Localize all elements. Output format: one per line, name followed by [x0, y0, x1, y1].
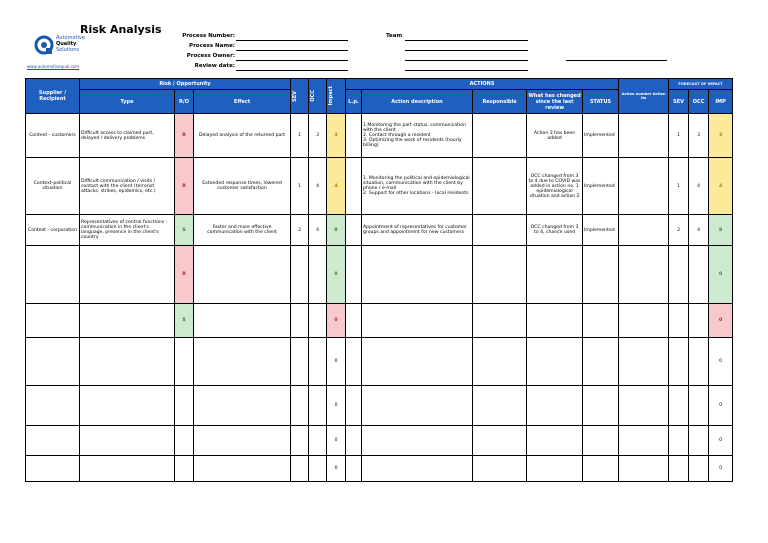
action-number-cell[interactable] — [619, 338, 669, 386]
forecast-occ-cell[interactable] — [689, 456, 709, 482]
effect-cell[interactable]: Faster and more effective communication with the client — [194, 215, 291, 246]
status-cell[interactable] — [583, 338, 619, 386]
forecast-imp-cell[interactable]: 0 — [709, 338, 733, 386]
ro-cell[interactable]: S — [175, 304, 194, 338]
forecast-imp-cell[interactable]: 0 — [709, 426, 733, 456]
forecast-sev-cell[interactable] — [669, 386, 689, 426]
forecast-occ-cell[interactable]: 4 — [689, 158, 709, 215]
status-cell[interactable] — [583, 304, 619, 338]
changed-cell[interactable]: OCC changed from 3 to 4, chance used — [527, 215, 583, 246]
forecast-sev-cell[interactable] — [669, 246, 689, 304]
sev-cell[interactable]: 1 — [291, 114, 309, 158]
impact-cell[interactable]: 0 — [327, 304, 346, 338]
header-action-number: Action number Action No — [619, 79, 669, 114]
header-action-description: Action description — [362, 90, 473, 114]
type-cell[interactable] — [80, 246, 175, 304]
header-forecast-sev: SEV — [669, 90, 689, 114]
header-ro: R/O — [175, 90, 194, 114]
process-name-label: Process Name: — [189, 43, 235, 49]
sev-cell[interactable]: 2 — [291, 215, 309, 246]
review-date-label: Review date: — [194, 63, 235, 69]
impact-cell[interactable]: 0 — [327, 456, 346, 482]
team-field-5[interactable] — [566, 60, 667, 61]
table-row — [26, 386, 733, 426]
status-cell[interactable] — [583, 426, 619, 456]
action-number-cell[interactable] — [619, 386, 669, 426]
header-sev: SEV — [291, 79, 309, 114]
action-number-cell[interactable] — [619, 304, 669, 338]
supplier-cell[interactable]: Context - corporation — [26, 215, 80, 246]
occ-cell[interactable] — [309, 426, 327, 456]
sev-cell[interactable] — [291, 246, 309, 304]
forecast-imp-cell[interactable]: 0 — [709, 456, 733, 482]
table-row — [26, 246, 733, 304]
forecast-sev-cell[interactable] — [669, 456, 689, 482]
supplier-cell[interactable]: Context-political situation — [26, 158, 80, 215]
responsible-cell[interactable] — [473, 114, 527, 158]
lp-cell[interactable] — [346, 304, 362, 338]
supplier-cell[interactable] — [26, 426, 80, 456]
changed-cell[interactable] — [527, 338, 583, 386]
effect-cell[interactable] — [194, 386, 291, 426]
occ-cell[interactable] — [309, 386, 327, 426]
action-number-cell[interactable] — [619, 246, 669, 304]
process-owner-label: Process Owner: — [186, 53, 235, 59]
ro-cell[interactable] — [175, 426, 194, 456]
type-cell[interactable]: Representatives of central functions - communication in the client's language, presence in the client's country — [80, 215, 175, 246]
status-cell[interactable]: Implemented — [583, 114, 619, 158]
ro-cell[interactable]: R — [175, 158, 194, 215]
forecast-occ-cell[interactable] — [689, 246, 709, 304]
header-status: STATUS — [583, 90, 619, 114]
lp-cell[interactable] — [346, 456, 362, 482]
header-impact: Impact — [327, 79, 346, 114]
logo-link[interactable]: www.automotivequal.com — [27, 64, 80, 69]
forecast-imp-cell[interactable]: 4 — [709, 158, 733, 215]
sev-cell[interactable] — [291, 426, 309, 456]
forecast-occ-cell[interactable] — [689, 426, 709, 456]
status-cell[interactable] — [583, 456, 619, 482]
ro-cell[interactable]: S — [175, 215, 194, 246]
action-cell[interactable] — [362, 426, 473, 456]
header-lp: L.p. — [346, 90, 362, 114]
occ-cell[interactable] — [309, 304, 327, 338]
header-responsible: Responsible — [473, 90, 527, 114]
header-type: Type — [80, 90, 175, 114]
header-forecast: FORECAST OF IMPACT — [669, 79, 733, 90]
sev-cell[interactable] — [291, 386, 309, 426]
header-effect: Effect — [194, 90, 291, 114]
action-number-cell[interactable] — [619, 158, 669, 215]
responsible-cell[interactable] — [473, 386, 527, 426]
type-cell[interactable] — [80, 386, 175, 426]
action-cell[interactable] — [362, 456, 473, 482]
header-occ: OCC — [309, 79, 327, 114]
occ-cell[interactable] — [309, 338, 327, 386]
action-cell[interactable]: Appointment of representatives for customer groups and appointment for new customers — [362, 215, 473, 246]
type-cell[interactable] — [80, 304, 175, 338]
action-cell[interactable] — [362, 304, 473, 338]
lp-cell[interactable] — [346, 386, 362, 426]
table-row — [26, 456, 733, 482]
action-number-cell[interactable] — [619, 114, 669, 158]
changed-cell[interactable]: OCC changed from 3 to 4 due to COVID was added in action no. 1 epidemiological situation and action 2 — [527, 158, 583, 215]
forecast-sev-cell[interactable]: 1 — [669, 114, 689, 158]
responsible-cell[interactable] — [473, 215, 527, 246]
action-number-cell[interactable] — [619, 215, 669, 246]
table-row — [26, 304, 733, 338]
occ-cell[interactable] — [309, 456, 327, 482]
sev-cell[interactable] — [291, 338, 309, 386]
forecast-imp-cell[interactable]: 3 — [709, 114, 733, 158]
header-supplier: Supplier / Recipient — [26, 79, 80, 114]
team-field-4[interactable] — [405, 70, 528, 71]
forecast-occ-cell[interactable] — [689, 386, 709, 426]
header-actions: ACTIONS — [346, 79, 619, 90]
sev-cell[interactable] — [291, 456, 309, 482]
action-cell[interactable] — [362, 338, 473, 386]
ro-cell[interactable] — [175, 386, 194, 426]
forecast-occ-cell[interactable] — [689, 338, 709, 386]
occ-cell[interactable]: 4 — [309, 215, 327, 246]
supplier-cell[interactable] — [26, 246, 80, 304]
effect-cell[interactable] — [194, 338, 291, 386]
logo-mark-icon — [34, 35, 54, 57]
header-forecast-occ: OCC — [689, 90, 709, 114]
supplier-cell[interactable] — [26, 456, 80, 482]
impact-cell[interactable]: 4 — [327, 158, 346, 215]
changed-cell[interactable] — [527, 426, 583, 456]
lp-cell[interactable] — [346, 338, 362, 386]
status-cell[interactable]: Implemented — [583, 215, 619, 246]
lp-cell[interactable] — [346, 158, 362, 215]
effect-cell[interactable] — [194, 456, 291, 482]
effect-cell[interactable] — [194, 426, 291, 456]
lp-cell[interactable] — [346, 426, 362, 456]
process-name-field[interactable] — [236, 50, 348, 51]
action-number-cell[interactable] — [619, 456, 669, 482]
supplier-cell[interactable] — [26, 338, 80, 386]
changed-cell[interactable] — [527, 304, 583, 338]
supplier-cell[interactable]: Context - customers — [26, 114, 80, 158]
process-number-label: Process Number: — [182, 33, 235, 39]
team-field-3[interactable] — [405, 60, 528, 61]
changed-cell[interactable]: Action 3 has been added — [527, 114, 583, 158]
responsible-cell[interactable] — [473, 158, 527, 215]
forecast-occ-cell[interactable]: 4 — [689, 215, 709, 246]
changed-cell[interactable] — [527, 456, 583, 482]
effect-cell[interactable]: Delayed analysis of the returned part — [194, 114, 291, 158]
type-cell[interactable] — [80, 456, 175, 482]
ro-cell[interactable]: R — [175, 246, 194, 304]
team-label: Team — [386, 33, 403, 39]
supplier-cell[interactable] — [26, 386, 80, 426]
forecast-imp-cell[interactable]: 0 — [709, 304, 733, 338]
effect-cell[interactable]: Extended response times, lowered customer satisfaction — [194, 158, 291, 215]
status-cell[interactable]: Implemented — [583, 158, 619, 215]
logo-line-3: Solutions — [56, 47, 79, 53]
forecast-occ-cell[interactable]: 3 — [689, 114, 709, 158]
ro-cell[interactable] — [175, 456, 194, 482]
table-row — [26, 215, 733, 246]
impact-cell[interactable]: 3 — [327, 114, 346, 158]
lp-cell[interactable] — [346, 246, 362, 304]
status-cell[interactable] — [583, 246, 619, 304]
header-forecast-imp: IMP — [709, 90, 733, 114]
page-title: Risk Analysis — [80, 23, 162, 36]
table-row — [26, 338, 733, 386]
changed-cell[interactable] — [527, 246, 583, 304]
responsible-cell[interactable] — [473, 426, 527, 456]
forecast-imp-cell[interactable]: 8 — [709, 215, 733, 246]
impact-cell[interactable]: 0 — [327, 426, 346, 456]
responsible-cell[interactable] — [473, 304, 527, 338]
impact-cell[interactable]: 0 — [327, 338, 346, 386]
type-cell[interactable]: Difficult communication / visits / contact with the client (terrorist attacks, strikes, epidemics, etc.) — [80, 158, 175, 215]
impact-cell[interactable]: 0 — [327, 386, 346, 426]
action-cell[interactable]: 1. Monitoring the political and epidemiological situation, communication with the client by phone / e-mail 2. Support for other locations - local residents — [362, 158, 473, 215]
sev-cell[interactable]: 1 — [291, 158, 309, 215]
forecast-sev-cell[interactable]: 1 — [669, 158, 689, 215]
occ-cell[interactable] — [309, 246, 327, 304]
action-cell[interactable] — [362, 386, 473, 426]
header-risk-opportunity: Risk / Opportunity — [80, 79, 291, 90]
changed-cell[interactable] — [527, 386, 583, 426]
forecast-sev-cell[interactable]: 2 — [669, 215, 689, 246]
sev-cell[interactable] — [291, 304, 309, 338]
review-date-field[interactable] — [236, 70, 348, 71]
risk-table — [25, 78, 733, 482]
responsible-cell[interactable] — [473, 246, 527, 304]
effect-cell[interactable] — [194, 304, 291, 338]
responsible-cell[interactable] — [473, 456, 527, 482]
type-cell[interactable] — [80, 426, 175, 456]
impact-cell[interactable]: 0 — [327, 246, 346, 304]
logo-line-2: Quality — [56, 41, 77, 47]
forecast-imp-cell[interactable]: 0 — [709, 246, 733, 304]
forecast-sev-cell[interactable] — [669, 426, 689, 456]
ro-cell[interactable]: R — [175, 114, 194, 158]
effect-cell[interactable] — [194, 246, 291, 304]
table-row — [26, 426, 733, 456]
forecast-occ-cell[interactable] — [689, 304, 709, 338]
table-row — [26, 158, 733, 215]
company-logo — [28, 33, 92, 65]
type-cell[interactable] — [80, 338, 175, 386]
action-cell[interactable]: 1.Monitoring the part status, communication with the client 2. Contact through a resident 3. Optimizing the work of residents (hourly billing) — [362, 114, 473, 158]
team-field-2[interactable] — [405, 50, 528, 51]
process-owner-field[interactable] — [236, 60, 348, 61]
lp-cell[interactable] — [346, 215, 362, 246]
occ-cell[interactable]: 3 — [309, 114, 327, 158]
table-row — [26, 114, 733, 158]
supplier-cell[interactable] — [26, 304, 80, 338]
forecast-sev-cell[interactable] — [669, 338, 689, 386]
forecast-imp-cell[interactable]: 0 — [709, 386, 733, 426]
team-field-1[interactable] — [405, 40, 528, 41]
responsible-cell[interactable] — [473, 338, 527, 386]
logo-line-1: Automotive — [56, 35, 85, 41]
process-number-field[interactable] — [236, 40, 348, 41]
occ-cell[interactable]: 4 — [309, 158, 327, 215]
action-cell[interactable] — [362, 246, 473, 304]
impact-cell[interactable]: 8 — [327, 215, 346, 246]
lp-cell[interactable] — [346, 114, 362, 158]
ro-cell[interactable] — [175, 338, 194, 386]
action-number-cell[interactable] — [619, 426, 669, 456]
status-cell[interactable] — [583, 386, 619, 426]
header-changed: What has changed since the last review — [527, 90, 583, 114]
type-cell[interactable]: Difficult access to claimed part, delayed / delivery problems — [80, 114, 175, 158]
forecast-sev-cell[interactable] — [669, 304, 689, 338]
